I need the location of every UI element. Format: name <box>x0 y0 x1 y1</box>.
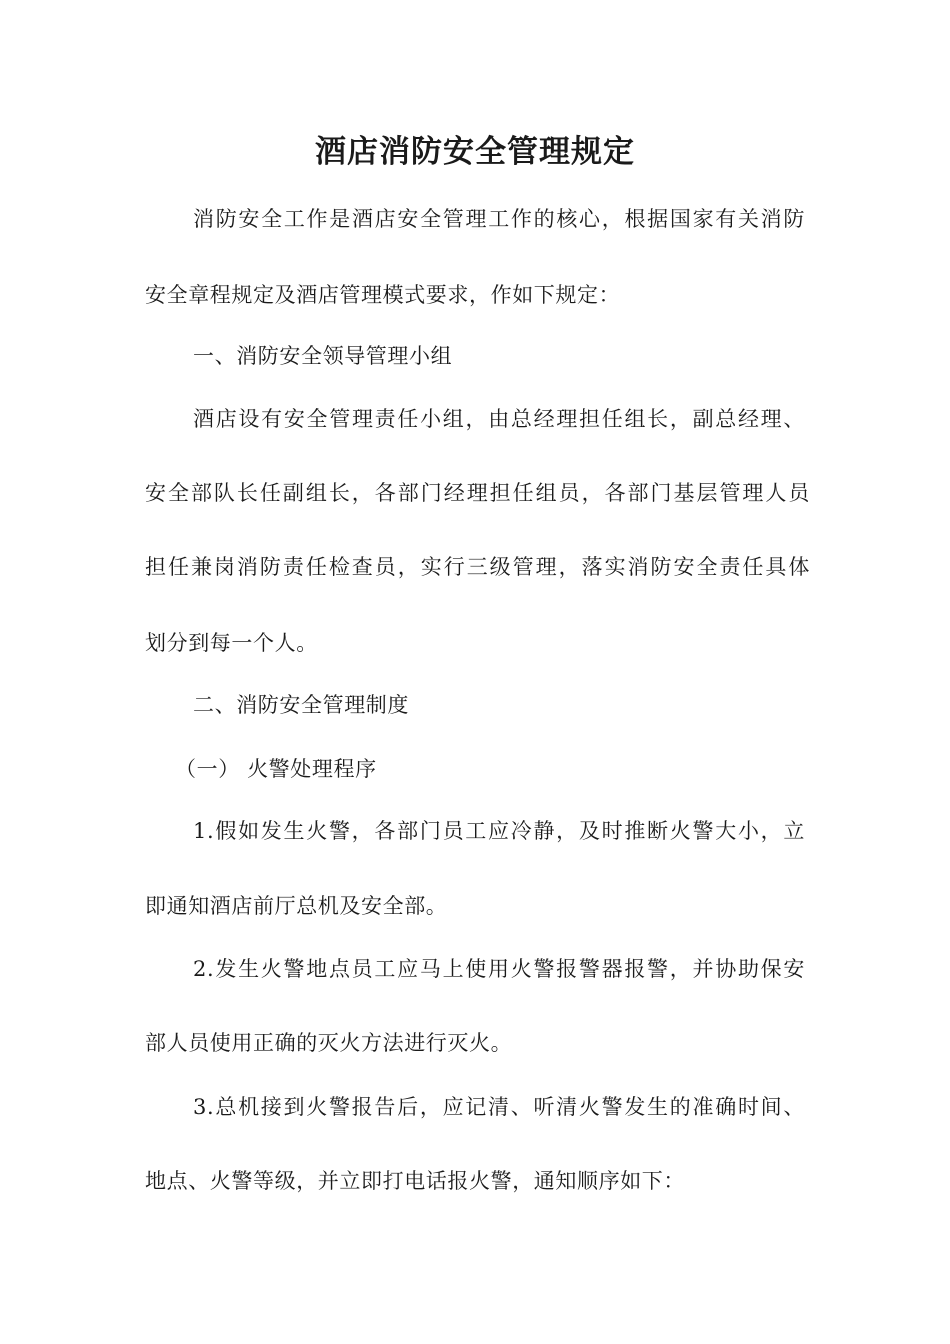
paragraph-line: 安全部队长任副组长，各部门经理担任组员，各部门基层管理人员 <box>145 481 810 505</box>
paragraph-line: 即通知酒店前厅总机及安全部。 <box>145 894 448 918</box>
section-heading: 一、消防安全领导管理小组 <box>193 344 453 368</box>
document-title: 酒店消防安全管理规定 <box>315 134 635 170</box>
subsection-heading: （一） 火警处理程序 <box>175 757 377 781</box>
paragraph-line: 安全章程规定及酒店管理模式要求，作如下规定： <box>145 283 621 307</box>
paragraph-line: 2.发生火警地点员工应马上使用火警报警器报警，并协助保安 <box>193 957 805 981</box>
section-heading: 二、消防安全管理制度 <box>193 693 409 717</box>
paragraph-line: 1.假如发生火警，各部门员工应冷静，及时推断火警大小，立 <box>193 819 805 843</box>
paragraph-line: 消防安全工作是酒店安全管理工作的核心，根据国家有关消防 <box>193 207 805 231</box>
paragraph-line: 酒店设有安全管理责任小组，由总经理担任组长，副总经理、 <box>193 407 805 431</box>
paragraph-line: 划分到每一个人。 <box>145 631 318 655</box>
paragraph-line: 部人员使用正确的灭火方法进行灭火。 <box>145 1031 513 1055</box>
paragraph-line: 3.总机接到火警报告后，应记清、听清火警发生的准确时间、 <box>193 1095 805 1119</box>
paragraph-line: 担任兼岗消防责任检查员，实行三级管理，落实消防安全责任具体 <box>145 555 810 579</box>
paragraph-line: 地点、火警等级，并立即打电话报火警，通知顺序如下： <box>145 1169 685 1193</box>
